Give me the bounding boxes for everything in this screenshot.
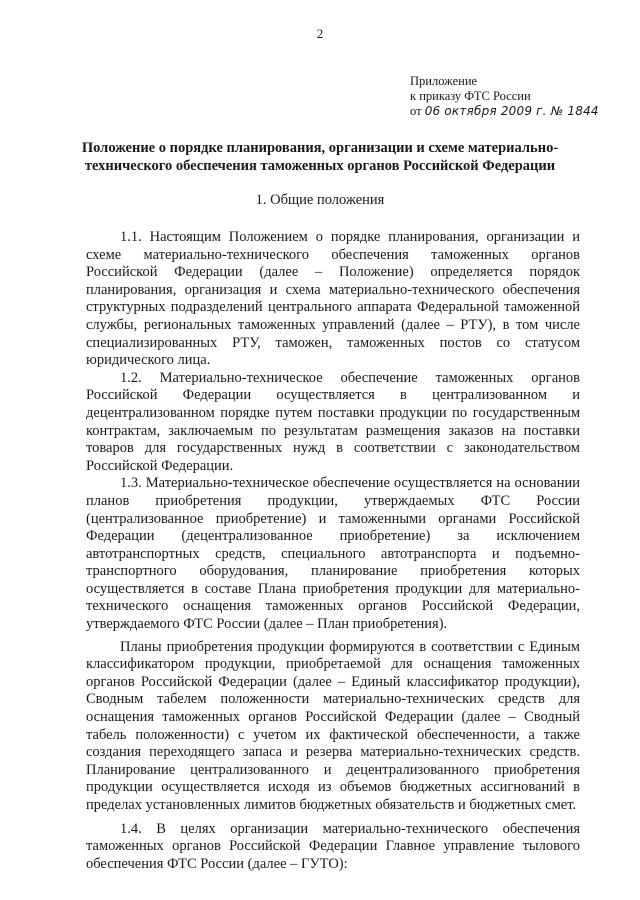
paragraph-1-3: 1.3. Материально-техническое обеспечение осуществляется на основании планов приобретения продукции, утверждаемых ФТС России (централизованное приобретение) и таможенными органами Российской Федерации (децентрализованное приобретение) за исключением автотранспортных средств, специального автотранспорта и подъемно-транспортного оборудования, планирование приобретения которых осуществляется в составе Плана приобретения продукции для материально-технического оснащения таможенных органов Российской Федерации, утверждаемого ФТС России (далее – План приобретения). xyxy=(86,475,580,633)
paragraph-1-4: 1.4. В целях организации материально-технического обеспечения таможенных органов Российской Федерации Главное управление тылового обеспечения ФТС России (далее – ГУТО): xyxy=(86,820,580,872)
document-title-line-1: Положение о порядке планирования, организации и схеме материально- xyxy=(81,140,559,156)
paragraph-1-1: 1.1. Настоящим Положением о порядке планирования, организации и схеме материально-технического обеспечения таможенных органов Российской Федерации (далее – Положение) определяется порядок планирования, организация и схема материально-технического обеспечения структурных подразделений центрального аппарата Федеральной таможенной службы, региональных таможенных управлений (далее – РТУ), в том числе специализированных РТУ, таможен, таможенных постов со статусом юридического лица. xyxy=(86,229,580,369)
page-number: 2 xyxy=(316,26,324,41)
document-title xyxy=(60,139,580,175)
paragraph-plans: Планы приобретения продукции формируются в соответствии с Единым классификатором продукции, приобретаемой для оснащения таможенных органов Российской Федерации (далее – Единый классификатор продукции), Сводным табелем положенности материально-технических средств для оснащения таможенных органов Российской Федерации (далее – Сводный табель положенности) с учетом их фактической обеспеченности, а также создания переходящего запаса и резерва материально-технических средств. Планирование централизованного и децентрализованного приобретения продукции осуществляется исходя из объемов бюджетных ассигнований в пределах установленных лимитов бюджетных обязательств и бюджетных смет. xyxy=(86,638,580,813)
appendix-order-ref: к приказу ФТС России xyxy=(410,89,531,103)
document-title-line-2: технического обеспечения таможенных органов Российской Федерации xyxy=(84,158,556,174)
appendix-date-line xyxy=(410,104,599,119)
document-body xyxy=(86,229,580,873)
appendix-label: Приложение xyxy=(410,74,478,88)
appendix-order-date: 06 октября 2009 г. № 1844 xyxy=(424,104,599,118)
section-heading: 1. Общие положения xyxy=(255,192,385,208)
appendix-date-prefix: от xyxy=(410,104,422,118)
appendix-block xyxy=(410,74,599,119)
paragraph-1-2: 1.2. Материально-техническое обеспечение таможенных органов Российской Федерации осуществляется в централизованном и децентрализованном порядке путем поставки продукции по государственным контрактам, заключаемым по результатам размещения заказов на поставки товаров для государственных нужд в соответствии с законодательством Российской Федерации. xyxy=(86,369,580,474)
